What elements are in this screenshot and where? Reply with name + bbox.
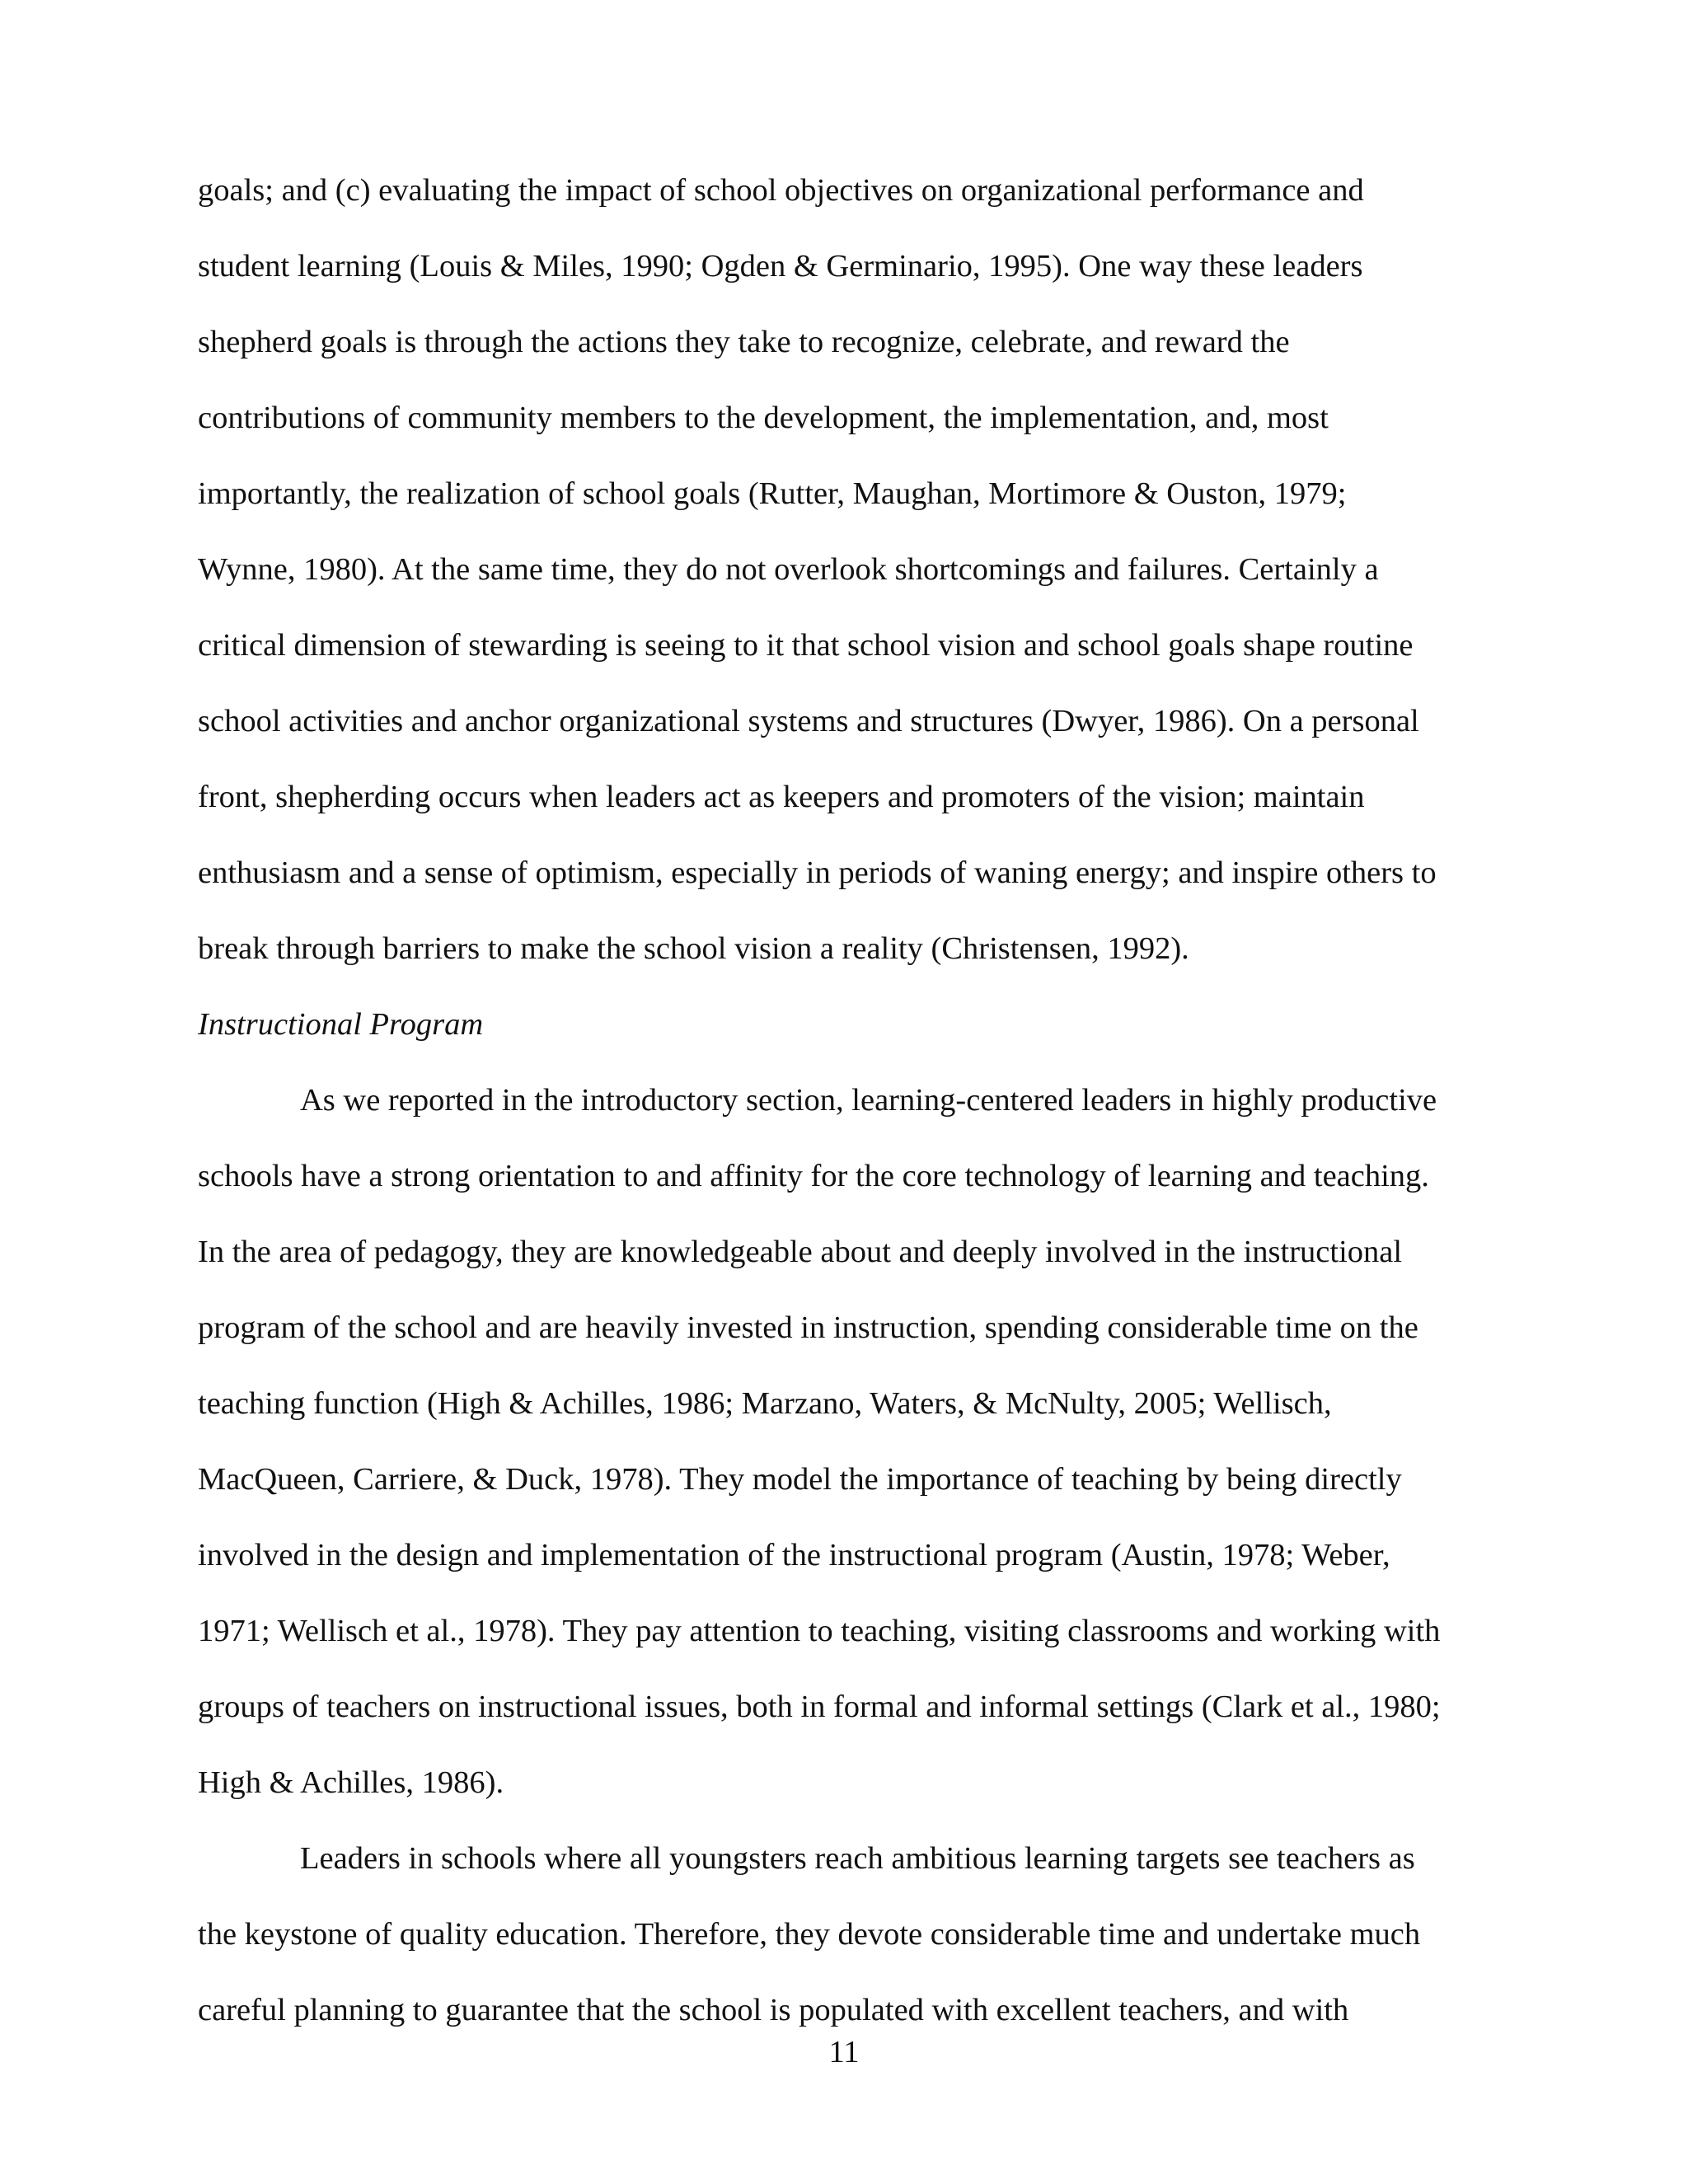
text-line: teaching function (High & Achilles, 1986; Marzano, Waters, & McNulty, 2005; Wellisch, bbox=[198, 1386, 1332, 1421]
text-line: MacQueen, Carriere, & Duck, 1978). They model the importance of teaching by being directly bbox=[198, 1462, 1402, 1497]
paragraph-2 bbox=[198, 1062, 1490, 1821]
text-line: the keystone of quality education. Therefore, they devote considerable time and undertake much bbox=[198, 1917, 1421, 1952]
text-line: As we reported in the introductory section, learning-centered leaders in highly productive bbox=[300, 1083, 1437, 1118]
body-text bbox=[198, 152, 1490, 2048]
text-line: High & Achilles, 1986). bbox=[198, 1765, 504, 1800]
text-line: contributions of community members to the development, the implementation, and, most bbox=[198, 401, 1329, 435]
text-line: schools have a strong orientation to and affinity for the core technology of learning and teaching. bbox=[198, 1159, 1429, 1193]
text-line: front, shepherding occurs when leaders act as keepers and promoters of the vision; maintain bbox=[198, 780, 1365, 814]
text-line: shepherd goals is through the actions they take to recognize, celebrate, and reward the bbox=[198, 325, 1290, 359]
paragraph-1 bbox=[198, 152, 1490, 987]
text-line: break through barriers to make the school vision a reality (Christensen, 1992). bbox=[198, 931, 1189, 966]
text-line: involved in the design and implementation of the instructional program (Austin, 1978; Weber, bbox=[198, 1538, 1390, 1572]
text-line: enthusiasm and a sense of optimism, especially in periods of waning energy; and inspire others to bbox=[198, 855, 1437, 890]
text-line: Leaders in schools where all youngsters reach ambitious learning targets see teachers as bbox=[300, 1841, 1415, 1876]
text-line: In the area of pedagogy, they are knowledgeable about and deeply involved in the instructional bbox=[198, 1235, 1403, 1269]
text-line: program of the school and are heavily invested in instruction, spending considerable time on the bbox=[198, 1310, 1418, 1345]
text-line: 1971; Wellisch et al., 1978). They pay attention to teaching, visiting classrooms and working with bbox=[198, 1614, 1441, 1648]
paragraph-3 bbox=[198, 1821, 1490, 2048]
text-line: careful planning to guarantee that the school is populated with excellent teachers, and with bbox=[198, 1993, 1349, 2027]
text-line: critical dimension of stewarding is seeing to it that school vision and school goals shape routine bbox=[198, 628, 1414, 663]
text-line: Wynne, 1980). At the same time, they do not overlook shortcomings and failures. Certainly a bbox=[198, 552, 1379, 587]
text-line: importantly, the realization of school goals (Rutter, Maughan, Mortimore & Ouston, 1979; bbox=[198, 476, 1347, 511]
text-line: groups of teachers on instructional issues, both in formal and informal settings (Clark et al., 1980; bbox=[198, 1690, 1441, 1724]
section-heading: Instructional Program bbox=[198, 1007, 484, 1042]
text-line: student learning (Louis & Miles, 1990; Ogden & Germinario, 1995). One way these leaders bbox=[198, 249, 1363, 284]
page-number: 11 bbox=[828, 2035, 860, 2069]
text-line: goals; and (c) evaluating the impact of school objectives on organizational performance and bbox=[198, 173, 1364, 208]
text-line: school activities and anchor organizational systems and structures (Dwyer, 1986). On a personal bbox=[198, 704, 1419, 738]
